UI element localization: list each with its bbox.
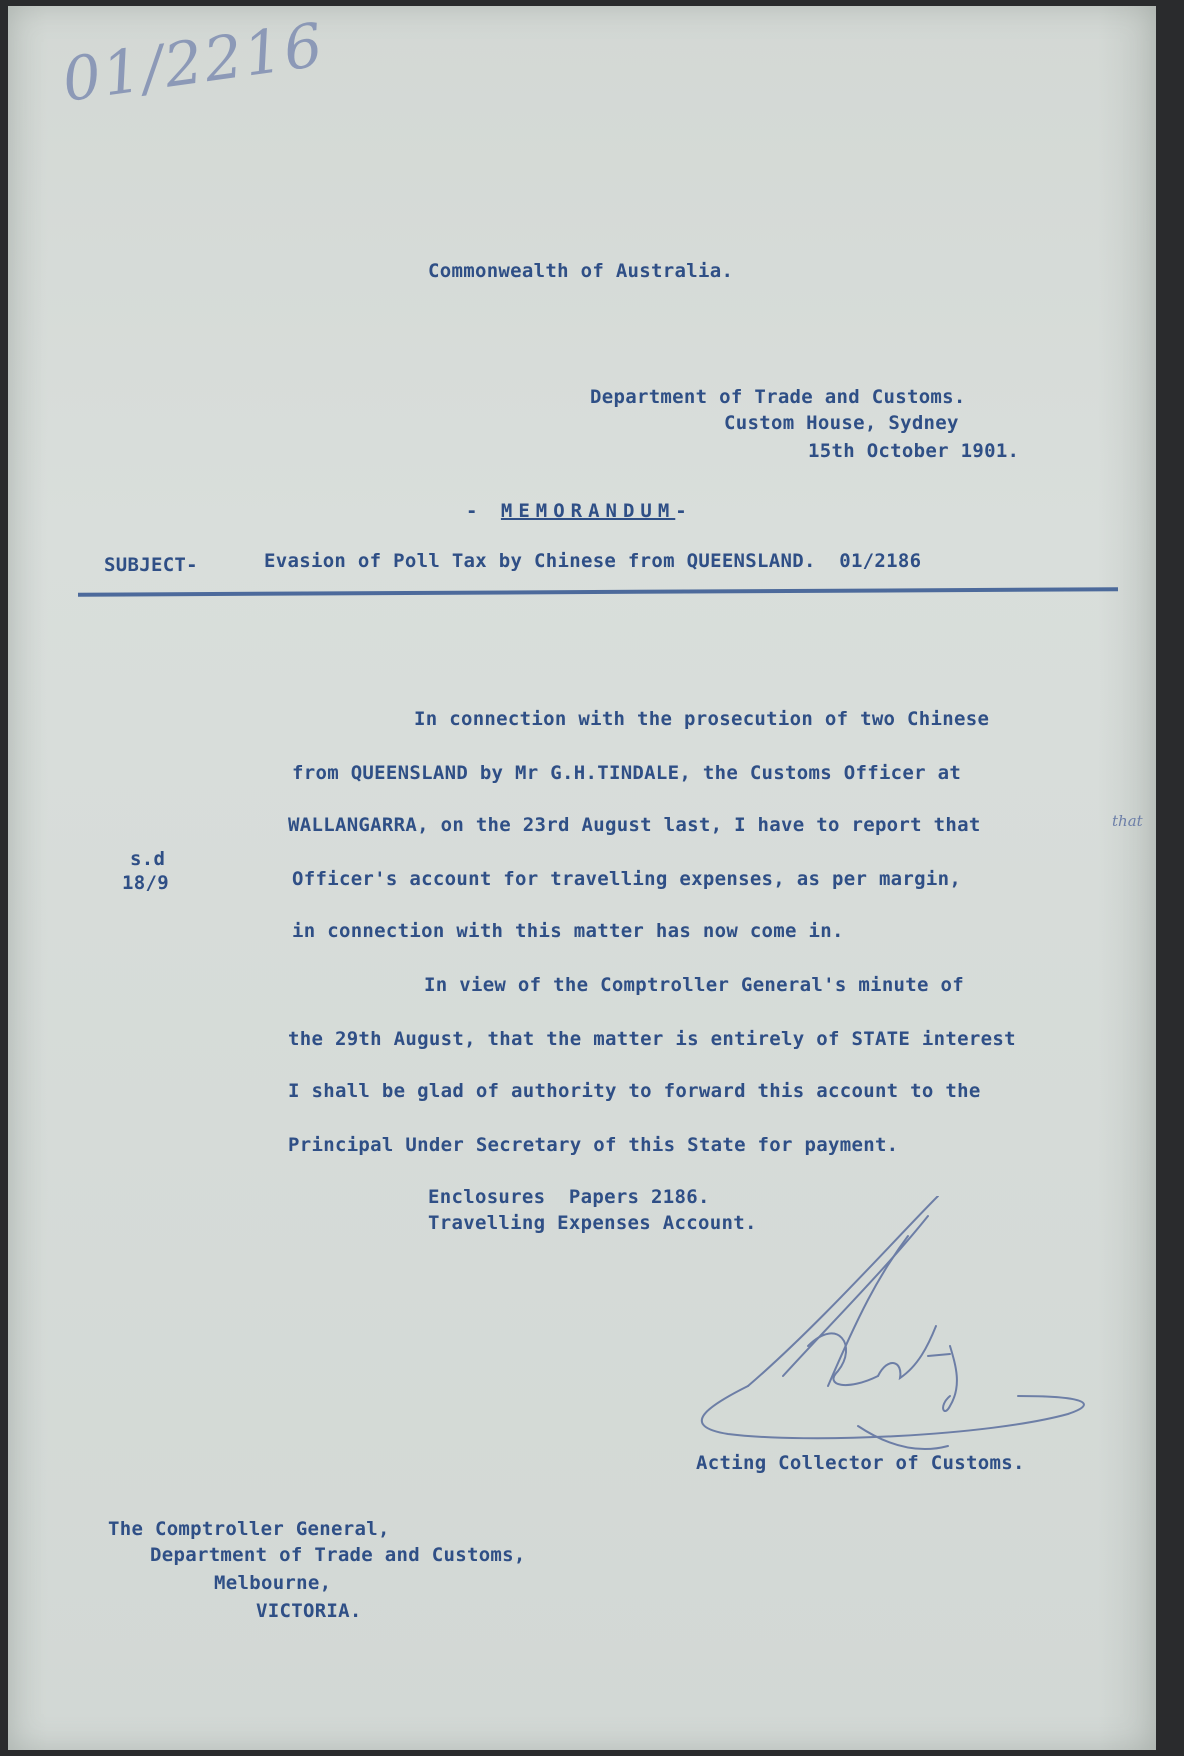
memorandum-title bbox=[466, 500, 693, 522]
sender-office: Custom House, Sydney bbox=[724, 412, 959, 434]
handwritten-signature bbox=[688, 1196, 1118, 1456]
addressee-line3: Melbourne, bbox=[214, 1572, 332, 1594]
document-heading: Commonwealth of Australia. bbox=[428, 260, 734, 282]
paragraph-2-line: the 29th August, that the matter is entirely of STATE interest bbox=[288, 1028, 1016, 1050]
handwritten-file-reference: 01/2216 bbox=[58, 10, 329, 117]
paragraph-1-line: from QUEENSLAND by Mr G.H.TINDALE, the Customs Officer at bbox=[292, 762, 962, 784]
subject-label: SUBJECT- bbox=[104, 554, 198, 576]
subject-divider bbox=[78, 587, 1118, 596]
memo-title-prefix: - bbox=[466, 500, 501, 522]
subject-text: Evasion of Poll Tax by Chinese from QUEENSLAND. 01/2186 bbox=[264, 550, 922, 572]
margin-note-line1: s.d bbox=[130, 848, 166, 870]
paragraph-2-line: In view of the Comptroller General's minute of bbox=[424, 974, 964, 996]
enclosures-line1: Enclosures Papers 2186. bbox=[428, 1186, 710, 1208]
memo-title-suffix: - bbox=[675, 500, 693, 522]
paragraph-1-line: WALLANGARRA, on the 23rd August last, I have to report that bbox=[288, 814, 981, 836]
paragraph-1-line: Officer's account for travelling expenses, as per margin, bbox=[292, 868, 962, 890]
enclosures-line2: Travelling Expenses Account. bbox=[428, 1212, 757, 1234]
handwritten-insertion: that bbox=[1112, 812, 1143, 830]
paragraph-1-line: in connection with this matter has now come in. bbox=[292, 920, 844, 942]
addressee-line1: The Comptroller General, bbox=[108, 1518, 390, 1540]
signatory-title: Acting Collector of Customs. bbox=[696, 1452, 1025, 1474]
paragraph-2-line: Principal Under Secretary of this State for payment. bbox=[288, 1134, 899, 1156]
paragraph-1-line: In connection with the prosecution of two Chinese bbox=[414, 708, 990, 730]
addressee-line2: Department of Trade and Customs, bbox=[150, 1544, 526, 1566]
margin-note-line2: 18/9 bbox=[122, 872, 169, 894]
memo-title-word: MEMORANDUM bbox=[500, 500, 676, 522]
addressee-line4: VICTORIA. bbox=[256, 1600, 362, 1622]
paragraph-2-line: I shall be glad of authority to forward this account to the bbox=[288, 1080, 981, 1102]
document-page bbox=[8, 6, 1156, 1750]
sender-department: Department of Trade and Customs. bbox=[590, 386, 966, 408]
sender-date: 15th October 1901. bbox=[808, 440, 1020, 462]
